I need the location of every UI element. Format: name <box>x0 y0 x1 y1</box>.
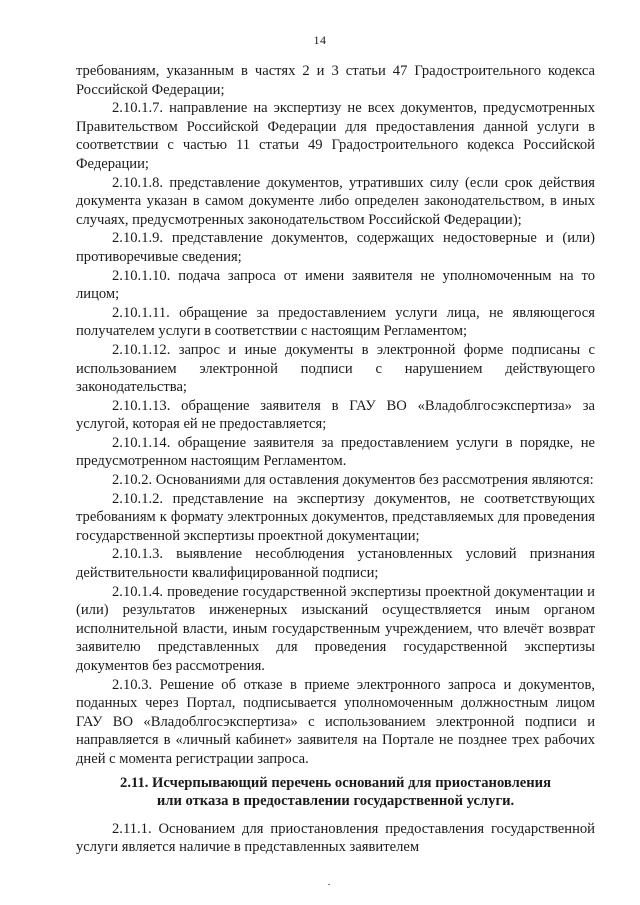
section-heading-2-11 <box>76 774 595 811</box>
section-heading-line-2: или отказа в предоставлении государственной услуги. <box>156 793 515 810</box>
paragraph-continuation: требованиям, указанным в частях 2 и 3 статьи 47 Градостроительного кодекса Российской Федерации; <box>76 63 595 98</box>
paragraph-2-10-1-13: 2.10.1.13. обращение заявителя в ГАУ ВО «Владоблгосэкспертиза» за услугой, которая ей не предоставляется; <box>76 397 595 433</box>
paragraph-2-10-1-10: 2.10.1.10. подача запроса от имени заявителя не уполномоченным на то лицом; <box>76 267 595 303</box>
paragraph-2-10-1-9: 2.10.1.9. представление документов, содержащих недостоверные и (или) противоречивые сведения; <box>76 230 595 265</box>
paragraph-2-10-1-4: 2.10.1.4. проведение государственной экспертизы проектной документации и (или) результатов инженерных изысканий осуществляется иным органом исполнительной власти, иным государственным учреждением, что влечёт возврат заявителю представленных для проведения государственной экспертизы документов без рассмотрения. <box>76 583 595 674</box>
paragraph-2-10-2: 2.10.2. Основаниями для оставления документов без рассмотрения являются: <box>112 472 594 489</box>
paragraph-2-11-1: 2.11.1. Основанием для приостановления предоставления государственной услуги является наличие в представленных заявителем <box>76 820 595 856</box>
paragraph-2-10-1-12: 2.10.1.12. запрос и иные документы в электронной форме подписаны с использованием электронной подписи с нарушением действующего законодательства; <box>76 341 595 396</box>
paragraph-2-10-1-3: 2.10.1.3. выявление несоблюдения установленных условий признания действительности квалифицированной подписи; <box>76 546 595 582</box>
section-heading-line-1: 2.11. Исчерпывающий перечень оснований для приостановления <box>120 774 551 791</box>
paragraph-2-10-1-14: 2.10.1.14. обращение заявителя за предоставлением услуги в порядке, не предусмотренном настоящим Регламентом. <box>76 434 595 470</box>
document-body <box>76 62 595 857</box>
paragraph-2-10-1-11: 2.10.1.11. обращение за предоставлением услуги лица, не являющегося получателем услуги в соответствии с настоящим Регламентом; <box>76 304 595 340</box>
paragraph-2-10-1-7: 2.10.1.7. направление на экспертизу не всех документов, предусмотренных Правительством Российской Федерации для предоставления данной услуги в соответствии с частью 11 статьи 49 Градостроительного кодекса Российской Федерации; <box>76 100 595 172</box>
paragraph-2-10-3: 2.10.3. Решение об отказе в приеме электронного запроса и документов, поданных через Портал, подписывается уполномоченным должностным лицом ГАУ ВО «Владоблгосэкспертиза» с использованием электронной подписи и направляется в «личный кабинет» заявителя на Портале не позднее трех рабочих дней с момента регистрации запроса. <box>76 676 595 767</box>
page-number: 14 <box>313 33 327 47</box>
paragraph-2-10-1-8: 2.10.1.8. представление документов, утративших силу (если срок действия документа указан в самом документе либо определен законодательством, в иных случаях, предусмотренных законодательством Российской Федерации); <box>76 174 595 228</box>
scan-dot <box>328 884 330 885</box>
paragraph-2-10-1-2: 2.10.1.2. представление на экспертизу документов, не соответствующих требованиям к формату электронных документов, представляемых для проведения государственной экспертизы проектной документации; <box>76 490 595 544</box>
